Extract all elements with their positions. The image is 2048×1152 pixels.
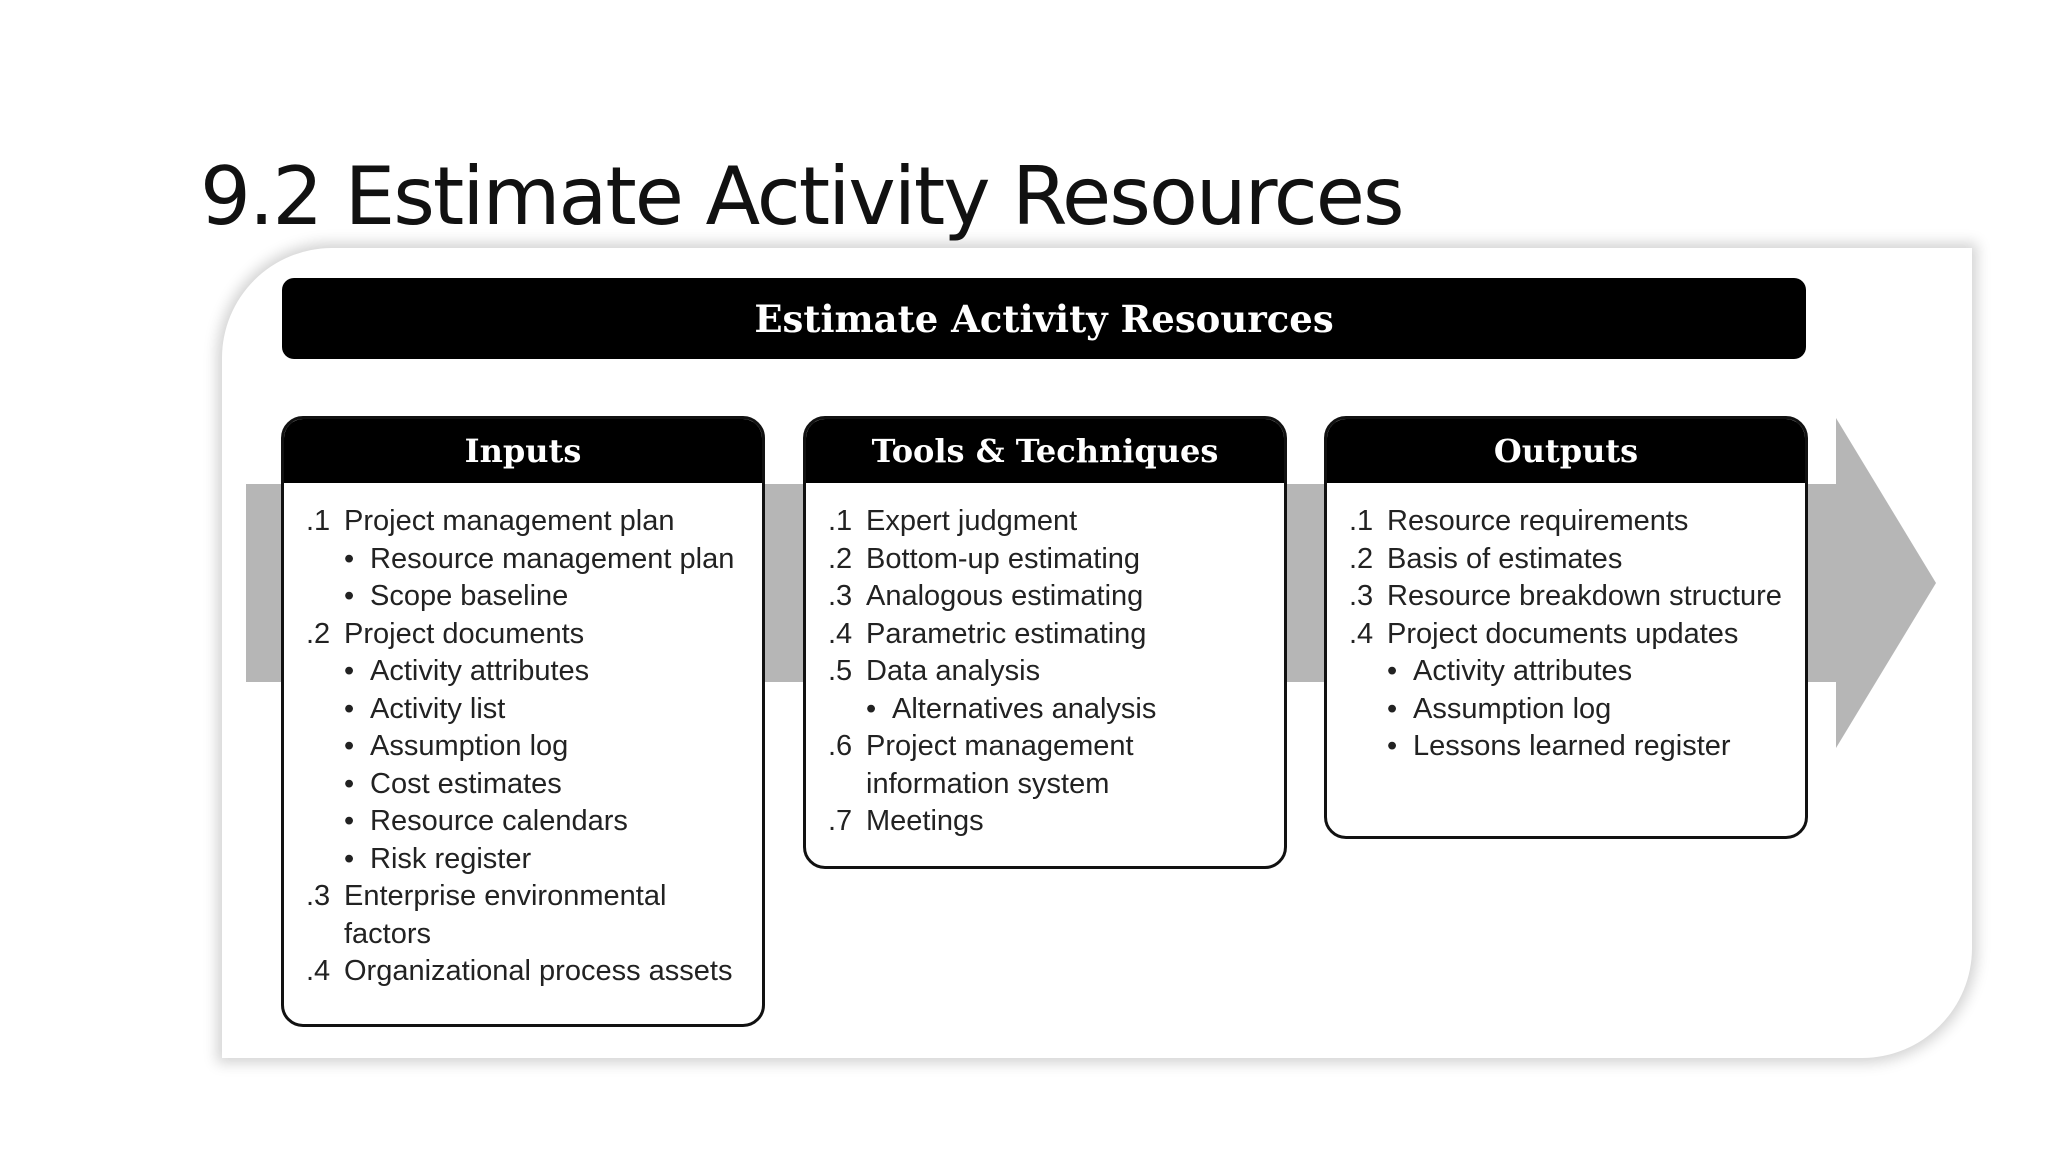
sub-item <box>344 578 752 616</box>
item-row <box>1349 541 1795 579</box>
item-label: Data analysis <box>866 655 1041 687</box>
item-label: Project documents <box>344 617 585 650</box>
list-item <box>828 653 1274 728</box>
bullet-icon: • <box>344 805 355 837</box>
item-label: Project management plan <box>344 505 675 537</box>
item-label: Resource breakdown structure <box>1387 580 1782 612</box>
list-item <box>1349 503 1795 541</box>
process-name-bar: Estimate Activity Resources <box>282 278 1806 359</box>
outputs-list <box>1327 483 1805 766</box>
sub-item-label: Activity attributes <box>1413 655 1633 687</box>
item-label: Parametric estimating <box>866 617 1147 650</box>
item-number: .2 <box>1349 542 1374 575</box>
item-label: Project documents updates <box>1387 617 1739 650</box>
item-number: .5 <box>828 655 853 687</box>
bullet-icon: • <box>344 692 355 725</box>
item-label: Bottom-up estimating <box>866 542 1141 575</box>
sub-item-label: Assumption log <box>370 730 569 762</box>
item-row <box>828 803 1274 841</box>
item-row <box>828 541 1274 579</box>
sub-list <box>306 541 752 616</box>
sub-item-label: Cost estimates <box>370 767 562 800</box>
item-row <box>1349 616 1795 654</box>
list-item <box>306 616 752 879</box>
bullet-icon: • <box>1387 692 1398 725</box>
item-number: .3 <box>306 880 331 912</box>
sub-item-label: Resource management plan <box>370 542 735 575</box>
bullet-icon: • <box>344 580 355 612</box>
bullet-icon: • <box>344 767 355 800</box>
sub-item <box>866 691 1274 729</box>
bullet-icon: • <box>344 542 355 575</box>
item-label: Basis of estimates <box>1387 542 1623 575</box>
outputs-header: Outputs <box>1327 419 1805 483</box>
item-label: Organizational process assets <box>344 955 733 987</box>
sub-list <box>1349 653 1795 766</box>
item-row <box>828 728 1274 803</box>
bullet-icon: • <box>344 842 355 875</box>
item-label: Enterprise environmental factors <box>344 880 667 950</box>
item-number: .3 <box>828 580 853 612</box>
inputs-header: Inputs <box>284 419 762 483</box>
list-item <box>828 541 1274 579</box>
item-number: .4 <box>828 617 853 650</box>
sub-list <box>828 691 1274 729</box>
item-number: .1 <box>306 505 331 537</box>
list-item <box>828 803 1274 841</box>
item-label: Meetings <box>866 805 984 837</box>
sub-item <box>344 766 752 804</box>
item-number: .7 <box>828 805 853 837</box>
tools-list <box>806 483 1284 841</box>
sub-item-label: Activity list <box>370 692 506 725</box>
sub-item <box>344 841 752 879</box>
sub-item <box>344 541 752 579</box>
tools-box <box>803 416 1287 869</box>
item-row <box>306 503 752 541</box>
sub-item <box>344 728 752 766</box>
item-number: .6 <box>828 730 853 762</box>
bullet-icon: • <box>1387 655 1398 687</box>
item-row <box>828 578 1274 616</box>
outputs-box <box>1324 416 1808 839</box>
bullet-icon: • <box>1387 730 1398 762</box>
flow-arrow-head-icon <box>1836 418 1936 748</box>
sub-item-label: Scope baseline <box>370 580 569 612</box>
item-row <box>306 616 752 654</box>
ito-diagram <box>222 248 1972 1058</box>
bullet-icon: • <box>344 730 355 762</box>
list-item <box>828 578 1274 616</box>
slide-title: 9.2 Estimate Activity Resources <box>200 150 1403 243</box>
item-row <box>306 878 752 953</box>
list-item <box>828 503 1274 541</box>
item-row <box>306 953 752 991</box>
item-row <box>1349 503 1795 541</box>
item-row <box>828 616 1274 654</box>
sub-item <box>1387 728 1795 766</box>
list-item <box>828 728 1274 803</box>
sub-item-label: Activity attributes <box>370 655 590 687</box>
inputs-list <box>284 483 762 991</box>
list-item <box>1349 578 1795 616</box>
item-label: Analogous estimating <box>866 580 1144 612</box>
sub-item <box>1387 653 1795 691</box>
tools-header: Tools & Techniques <box>806 419 1284 483</box>
sub-item <box>344 691 752 729</box>
list-item <box>306 503 752 616</box>
bullet-icon: • <box>866 692 877 725</box>
inputs-box <box>281 416 765 1027</box>
item-number: .4 <box>1349 617 1374 650</box>
sub-item-label: Risk register <box>370 842 532 875</box>
item-number: .3 <box>1349 580 1374 612</box>
list-item <box>306 878 752 953</box>
item-label: Resource requirements <box>1387 505 1689 537</box>
sub-item-label: Lessons learned register <box>1413 730 1731 762</box>
item-number: .1 <box>828 505 853 537</box>
sub-list <box>306 653 752 878</box>
item-label: Project management information system <box>866 730 1134 800</box>
item-number: .2 <box>828 542 853 575</box>
list-item <box>306 953 752 991</box>
sub-item-label: Assumption log <box>1413 692 1612 725</box>
bullet-icon: • <box>344 655 355 687</box>
sub-item <box>344 803 752 841</box>
item-row <box>1349 578 1795 616</box>
list-item <box>1349 616 1795 766</box>
sub-item-label: Alternatives analysis <box>892 692 1157 725</box>
sub-item <box>1387 691 1795 729</box>
sub-item-label: Resource calendars <box>370 805 628 837</box>
item-number: .1 <box>1349 505 1374 537</box>
list-item <box>828 616 1274 654</box>
list-item <box>1349 541 1795 579</box>
item-row <box>828 653 1274 691</box>
sub-item <box>344 653 752 691</box>
item-row <box>828 503 1274 541</box>
item-number: .4 <box>306 955 331 987</box>
item-label: Expert judgment <box>866 505 1078 537</box>
item-number: .2 <box>306 617 331 650</box>
